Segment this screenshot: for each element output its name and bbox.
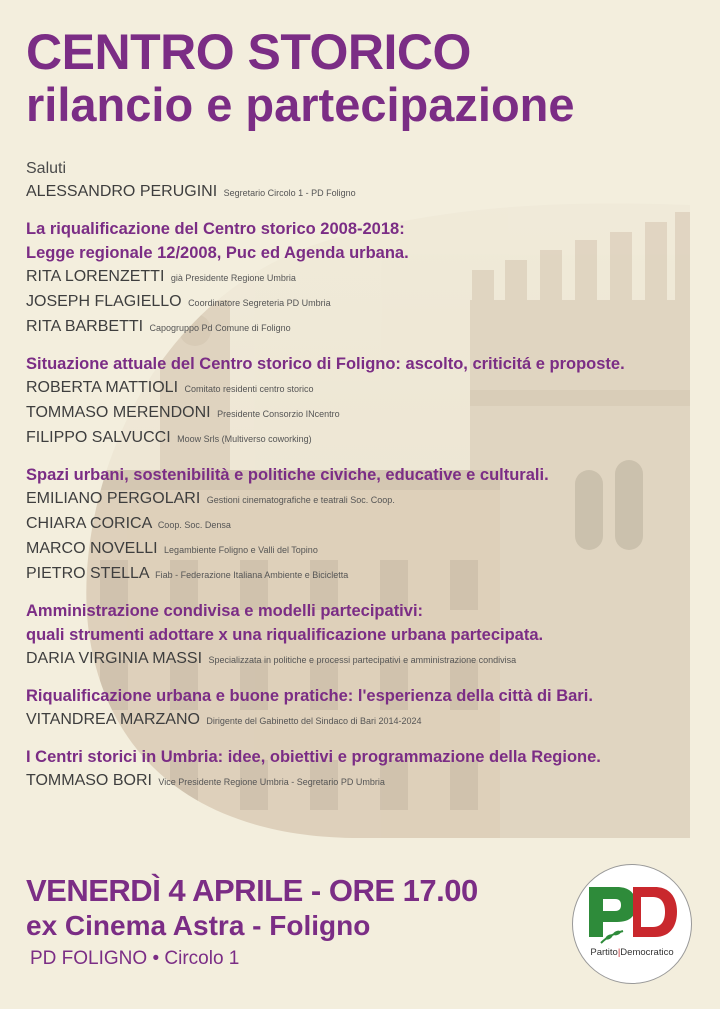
speaker: [26, 487, 706, 512]
program-section: [26, 463, 706, 587]
logo-caption-right: Democratico: [620, 947, 674, 958]
section-title: Spazi urbani, sostenibilità e politiche civiche, educative e culturali.: [26, 466, 549, 484]
section-title: Situazione attuale del Centro storico di Foligno: ascolto, criticitá e proposte.: [26, 355, 625, 373]
program-section: [26, 745, 706, 794]
event-place: ex Cinema Astra - Foligno: [26, 910, 371, 941]
speaker-role: Coop. Soc. Densa: [157, 520, 231, 530]
speaker-role: Coordinatore Segreteria PD Umbria: [188, 298, 331, 308]
title-main: CENTRO STORICO: [26, 24, 471, 80]
speaker-role: Presidente Consorzio INcentro: [217, 409, 340, 419]
pd-letters-icon: [573, 865, 691, 955]
program-section: [26, 217, 706, 340]
section-title: quali strumenti adottare x una riqualificazione urbana partecipata.: [26, 626, 544, 644]
speaker-role: Legambiente Foligno e Valli del Topino: [164, 545, 318, 555]
speaker-name: ROBERTA MATTIOLI: [26, 379, 179, 396]
section-title: Riqualificazione urbana e buone pratiche: l'esperienza della città di Bari.: [26, 687, 593, 705]
speaker-name: RITA BARBETTI: [26, 318, 144, 335]
section-title: Amministrazione condivisa e modelli partecipativi:: [26, 602, 424, 620]
section-title: La riqualificazione del Centro storico 2008-2018:: [26, 220, 405, 238]
footer-org: PD FOLIGNO: [30, 948, 148, 969]
speaker: [26, 376, 706, 401]
speaker-role: Comitato residenti centro storico: [184, 384, 314, 394]
speaker: [26, 647, 706, 672]
logo-caption-separator: |: [617, 947, 621, 958]
speaker-name: ALESSANDRO PERUGINI: [26, 183, 218, 200]
speaker-role: già Presidente Regione Umbria: [170, 273, 296, 283]
speaker-role: Moow Srls (Multiverso coworking): [177, 434, 312, 444]
speaker-role: Dirigente del Gabinetto del Sindaco di Bari 2014-2024: [206, 716, 422, 726]
title-subtitle: rilancio e partecipazione: [26, 78, 575, 131]
speaker-name: CHIARA CORICA: [26, 515, 152, 532]
speaker-name: JOSEPH FLAGIELLO: [26, 293, 182, 310]
speaker-name: VITANDREA MARZANO: [26, 711, 200, 728]
speaker: [26, 512, 706, 537]
speaker-name: EMILIANO PERGOLARI: [26, 490, 201, 507]
speaker: [26, 290, 706, 315]
speaker-name: TOMMASO MERENDONI: [26, 404, 211, 421]
speaker-name: MARCO NOVELLI: [26, 540, 158, 557]
program-section: [26, 352, 706, 451]
speaker-role: Segretario Circolo 1 - PD Foligno: [223, 188, 356, 198]
program-section: [26, 684, 706, 733]
speaker-name: RITA LORENZETTI: [26, 268, 165, 285]
logo-caption-left: Partito: [590, 947, 618, 958]
speaker: [26, 537, 706, 562]
footer-organizer: [30, 946, 239, 972]
program: [26, 156, 706, 794]
intro-label: Saluti: [26, 160, 67, 177]
speaker: [26, 708, 706, 733]
section-title: Legge regionale 12/2008, Puc ed Agenda urbana.: [26, 244, 409, 262]
speaker: [26, 315, 706, 340]
section-title: I Centri storici in Umbria: idee, obiettivi e programmazione della Regione.: [26, 748, 601, 766]
speaker: [26, 401, 706, 426]
footer-bullet: •: [152, 948, 160, 969]
speaker: [26, 769, 706, 794]
logo-caption: [573, 947, 691, 958]
event-date-time: VENERDÌ 4 APRILE - ORE 17.00: [26, 873, 478, 908]
speaker-role: Vice Presidente Regione Umbria - Segretario PD Umbria: [158, 777, 385, 787]
pd-logo: [572, 864, 692, 984]
speaker: [26, 426, 706, 451]
speaker-role: Specializzata in politiche e processi partecipativi e amministrazione condivisa: [208, 655, 517, 665]
speaker-role: Gestioni cinematografiche e teatrali Soc. Coop.: [206, 495, 395, 505]
speaker: [26, 180, 706, 205]
speaker-name: FILIPPO SALVUCCI: [26, 429, 171, 446]
speaker: [26, 265, 706, 290]
speaker-role: Capogruppo Pd Comune di Foligno: [149, 323, 291, 333]
speaker-role: Fiab - Federazione Italiana Ambiente e Bicicletta: [155, 570, 349, 580]
speaker-name: TOMMASO BORI: [26, 772, 152, 789]
program-section: [26, 599, 706, 672]
footer-circle: Circolo 1: [164, 948, 240, 969]
speaker: [26, 562, 706, 587]
speaker-name: DARIA VIRGINIA MASSI: [26, 650, 203, 667]
speaker-name: PIETRO STELLA: [26, 565, 149, 582]
